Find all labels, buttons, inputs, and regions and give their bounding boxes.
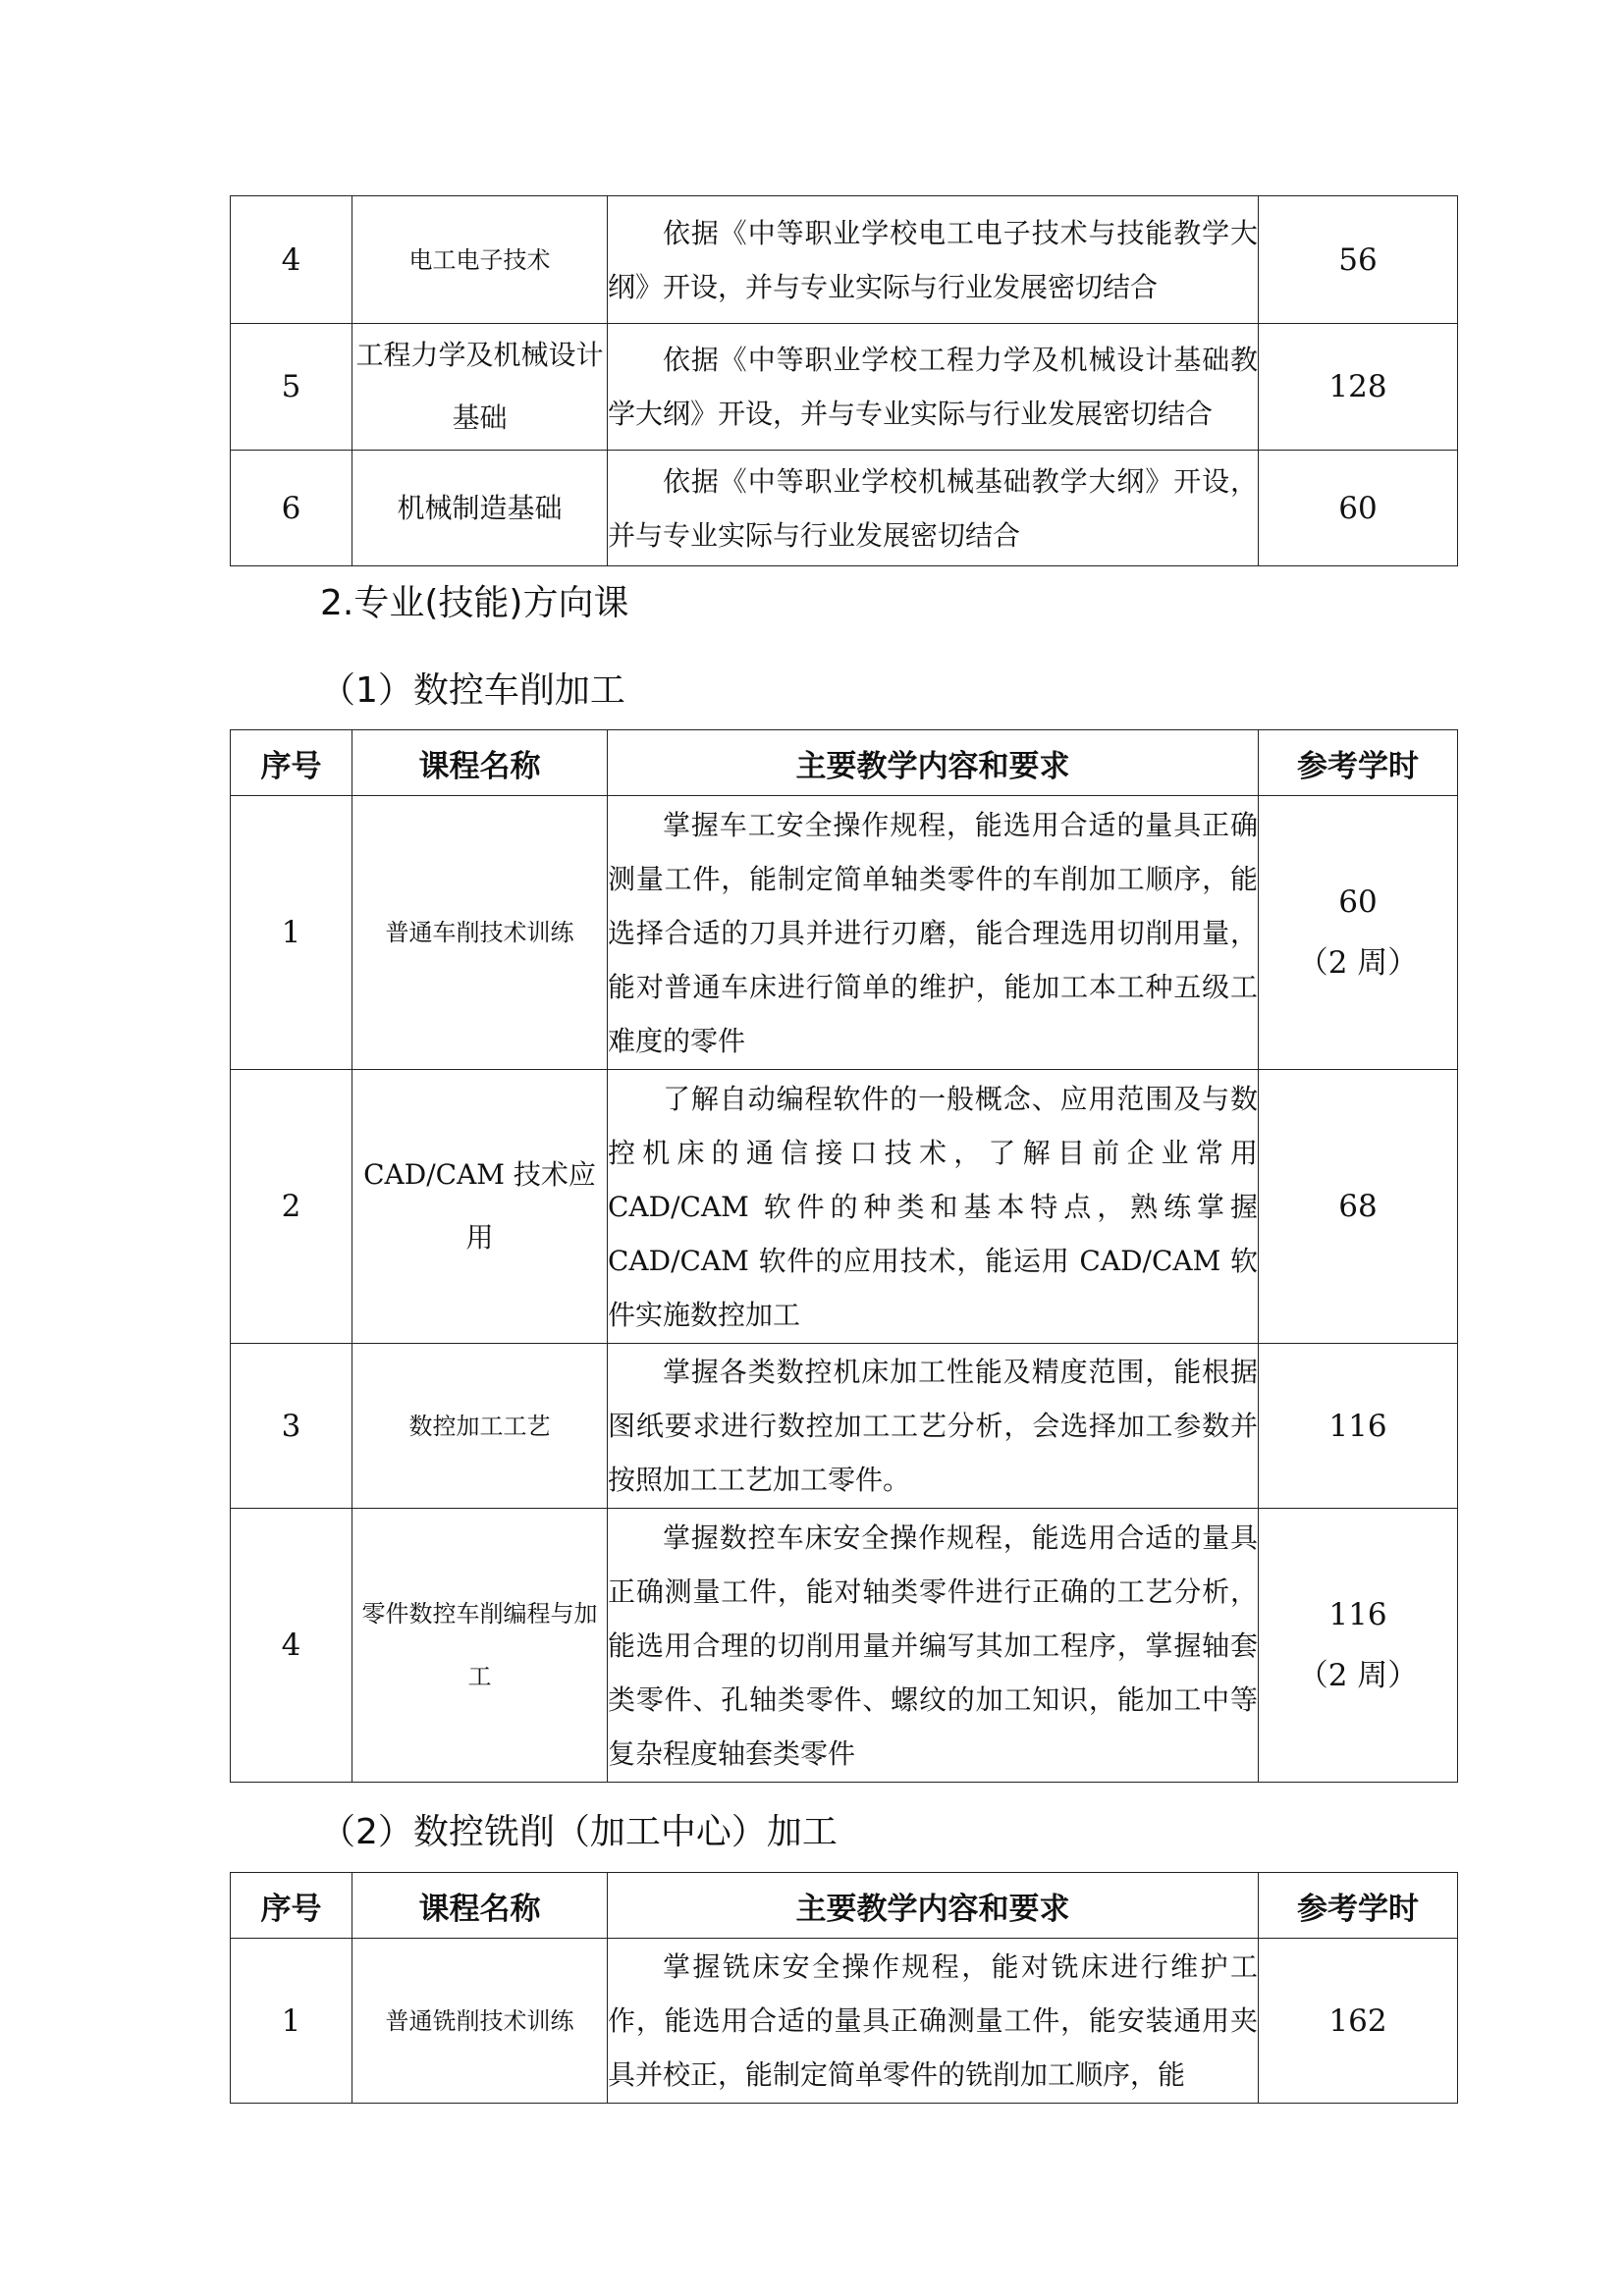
course-description (608, 196, 1259, 324)
header-number: 序号 (231, 730, 352, 796)
milling-course-table (230, 1872, 1458, 2104)
table-header-row (231, 730, 1458, 796)
table-row (231, 1344, 1458, 1509)
table-row (231, 324, 1458, 451)
table-row (231, 1509, 1458, 1783)
header-content: 主要教学内容和要求 (608, 1873, 1259, 1939)
course-hours: 68 (1259, 1070, 1458, 1344)
course-hours: 56 (1259, 196, 1458, 324)
course-hours: 128 (1259, 324, 1458, 451)
course-description (608, 1070, 1259, 1344)
hours-value: 60 (1338, 884, 1378, 920)
table-row (231, 1070, 1458, 1344)
course-hours (1259, 796, 1458, 1070)
row-number: 6 (231, 451, 352, 566)
course-hours: 116 (1259, 1344, 1458, 1509)
section-heading: 2.专业(技能)方向课 (320, 583, 629, 623)
subsection-heading-turning: （1）数控车削加工 (320, 670, 625, 711)
table-row (231, 796, 1458, 1070)
description-text: 掌握各类数控机床加工性能及精度范围，能根据图纸要求进行数控加工工艺分析，会选择加工参数并按照加工工艺加工零件。 (608, 1356, 1258, 1496)
course-description (608, 451, 1259, 566)
turning-course-table (230, 729, 1458, 1783)
row-number: 1 (231, 796, 352, 1070)
header-content: 主要教学内容和要求 (608, 730, 1259, 796)
course-description (608, 1344, 1259, 1509)
description-text: 依据《中等职业学校工程力学及机械设计基础教学大纲》开设，并与专业实际与行业发展密切结合 (608, 344, 1258, 430)
row-number: 5 (231, 324, 352, 451)
description-text: 依据《中等职业学校机械基础教学大纲》开设，并与专业实际与行业发展密切结合 (608, 464, 1258, 552)
description-text: 依据《中等职业学校电工电子技术与技能教学大纲》开设，并与专业实际与行业发展密切结合 (608, 216, 1258, 303)
description-text: 了解自动编程软件的一般概念、应用范围及与数控机床的通信接口技术，了解目前企业常用 CAD/CAM 软件的种类和基本特点，熟练掌握 CAD/CAM 软件的应用技术，能运用 CAD/CAM 软件实施数控加工 (608, 1082, 1258, 1331)
header-number: 序号 (231, 1873, 352, 1939)
hours-note: （2 周） (1297, 945, 1419, 981)
header-course-name: 课程名称 (352, 1873, 608, 1939)
course-hours: 162 (1259, 1939, 1458, 2104)
course-name: 工程力学及机械设计基础 (352, 324, 608, 451)
course-name: 零件数控车削编程与加工 (352, 1509, 608, 1783)
course-name: 普通车削技术训练 (352, 796, 608, 1070)
row-number: 3 (231, 1344, 352, 1509)
description-text: 掌握数控车床安全操作规程，能选用合适的量具正确测量工件，能对轴类零件进行正确的工艺分析，能选用合理的切削用量并编写其加工程序，掌握轴套类零件、孔轴类零件、螺纹的加工知识，能加工中等复杂程度轴套类零件 (608, 1521, 1258, 1770)
header-hours: 参考学时 (1259, 1873, 1458, 1939)
header-hours: 参考学时 (1259, 730, 1458, 796)
row-number: 1 (231, 1939, 352, 2104)
course-hours: 60 (1259, 451, 1458, 566)
table-row (231, 196, 1458, 324)
course-name: 电工电子技术 (352, 196, 608, 324)
table-row (231, 1939, 1458, 2104)
row-number: 2 (231, 1070, 352, 1344)
course-name: 机械制造基础 (352, 451, 608, 566)
course-name: 普通铣削技术训练 (352, 1939, 608, 2104)
course-description (608, 796, 1259, 1070)
course-description (608, 1509, 1259, 1783)
description-text: 掌握铣床安全操作规程，能对铣床进行维护工作，能选用合适的量具正确测量工件，能安装通用夹具并校正，能制定简单零件的铣削加工顺序，能 (608, 1950, 1258, 2091)
course-description (608, 324, 1259, 451)
course-name: CAD/CAM 技术应用 (352, 1070, 608, 1344)
description-text: 掌握车工安全操作规程，能选用合适的量具正确测量工件，能制定简单轴类零件的车削加工顺序，能选择合适的刀具并进行刃磨，能合理选用切削用量，能对普通车床进行简单的维护，能加工本工种五级工难度的零件 (608, 808, 1258, 1057)
course-name: 数控加工工艺 (352, 1344, 608, 1509)
course-description (608, 1939, 1259, 2104)
table-header-row (231, 1873, 1458, 1939)
course-hours (1259, 1509, 1458, 1783)
header-course-name: 课程名称 (352, 730, 608, 796)
row-number: 4 (231, 1509, 352, 1783)
table-row (231, 451, 1458, 566)
row-number: 4 (231, 196, 352, 324)
foundation-course-table (230, 195, 1458, 566)
hours-note: （2 周） (1297, 1658, 1419, 1693)
hours-value: 116 (1328, 1597, 1387, 1632)
subsection-heading-milling: （2）数控铣削（加工中心）加工 (320, 1812, 838, 1852)
